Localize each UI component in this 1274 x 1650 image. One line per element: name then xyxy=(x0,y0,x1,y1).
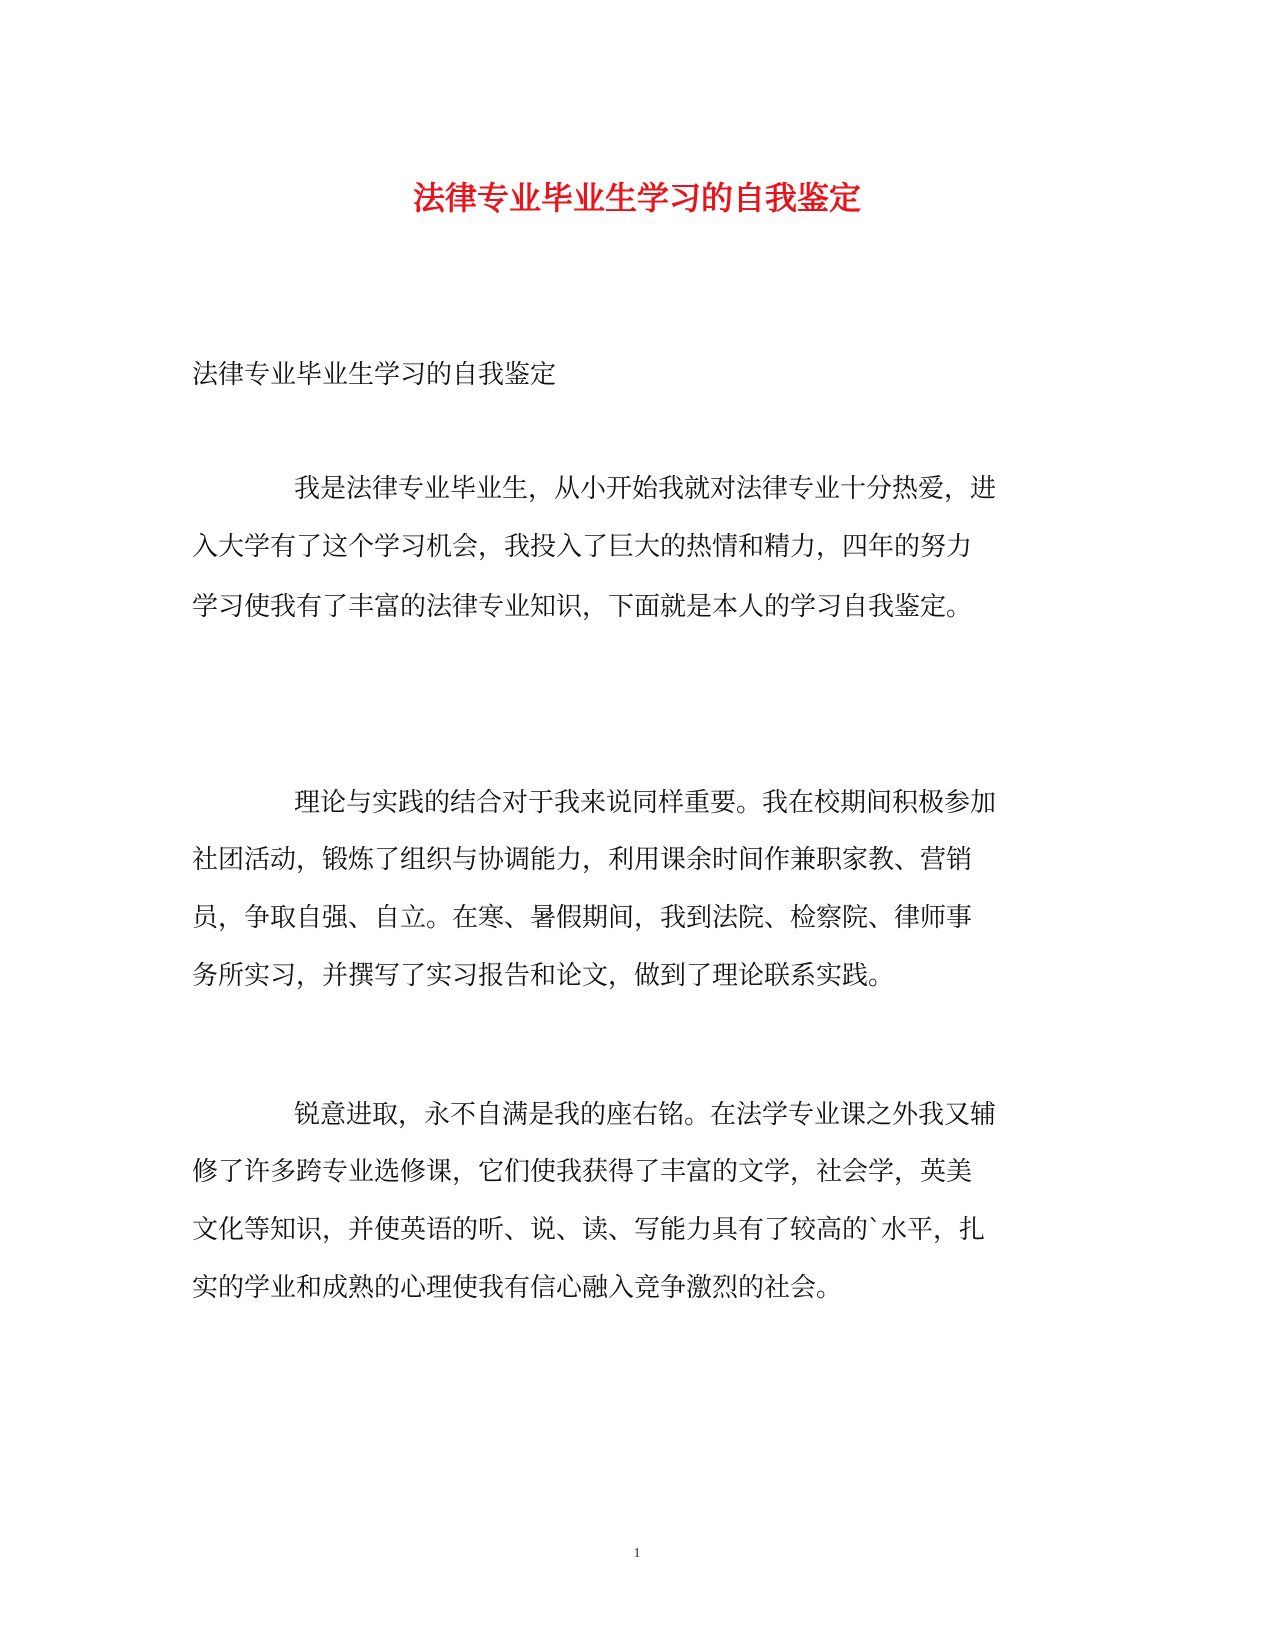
paragraph-3-line-3: 文化等知识，并使英语的听、说、读、写能力具有了较高的`水平，扎 xyxy=(192,1215,986,1245)
paragraph-2-line-3: 员，争取自强、自立。在寒、暑假期间，我到法院、检察院、律师事 xyxy=(192,903,973,933)
paragraph-1-line-1: 我是法律专业毕业生，从小开始我就对法律专业十分热爱，进 xyxy=(294,474,997,504)
paragraph-2-line-1: 理论与实践的结合对于我来说同样重要。我在校期间积极参加 xyxy=(294,788,997,818)
document-subtitle: 法律专业毕业生学习的自我鉴定 xyxy=(192,360,557,390)
paragraph-1-line-3: 学习使我有了丰富的法律专业知识，下面就是本人的学习自我鉴定。 xyxy=(192,592,973,622)
paragraph-3-line-2: 修了许多跨专业选修课，它们使我获得了丰富的文学，社会学，英美 xyxy=(192,1157,973,1187)
paragraph-3-line-1: 锐意进取，永不自满是我的座右铭。在法学专业课之外我又辅 xyxy=(294,1100,997,1130)
paragraph-2-line-4: 务所实习，并撰写了实习报告和论文，做到了理论联系实践。 xyxy=(192,961,895,991)
document-title: 法律专业毕业生学习的自我鉴定 xyxy=(412,179,861,217)
paragraph-1-line-2: 入大学有了这个学习机会，我投入了巨大的热情和精力，四年的努力 xyxy=(192,532,973,562)
paragraph-3-line-4: 实的学业和成熟的心理使我有信心融入竞争激烈的社会。 xyxy=(192,1273,843,1303)
paragraph-2-line-2: 社团活动，锻炼了组织与协调能力，利用课余时间作兼职家教、营销 xyxy=(192,845,973,875)
page-number: 1 xyxy=(633,1546,641,1561)
